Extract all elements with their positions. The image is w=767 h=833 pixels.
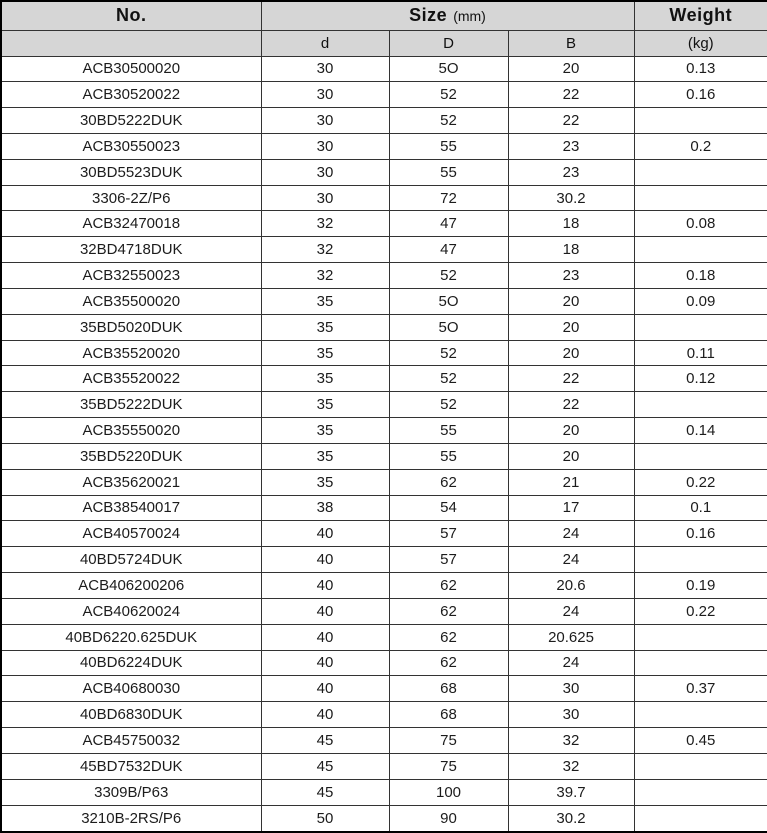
cell-d: 40: [261, 521, 389, 547]
subheader-kg: (kg): [634, 30, 767, 56]
cell-B: 24: [508, 547, 634, 573]
cell-d: 35: [261, 392, 389, 418]
cell-d: 45: [261, 728, 389, 754]
header-row-sub: [1, 30, 767, 56]
cell-d: 40: [261, 547, 389, 573]
cell-d: 35: [261, 469, 389, 495]
cell-part-no: 35BD5220DUK: [1, 443, 261, 469]
cell-weight: 0.11: [634, 340, 767, 366]
cell-D: 52: [389, 82, 508, 108]
cell-d: 30: [261, 108, 389, 134]
cell-d: 40: [261, 650, 389, 676]
table-body: [1, 56, 767, 832]
cell-D: 62: [389, 573, 508, 599]
table-row: [1, 108, 767, 134]
subheader-d: d: [261, 30, 389, 56]
cell-B: 30.2: [508, 185, 634, 211]
cell-part-no: ACB35520022: [1, 366, 261, 392]
cell-d: 32: [261, 263, 389, 289]
cell-B: 23: [508, 133, 634, 159]
cell-B: 23: [508, 263, 634, 289]
cell-weight: 0.09: [634, 288, 767, 314]
table-row: [1, 728, 767, 754]
cell-B: 20: [508, 314, 634, 340]
table-row: [1, 779, 767, 805]
table-row: [1, 237, 767, 263]
cell-B: 30.2: [508, 805, 634, 832]
cell-d: 32: [261, 237, 389, 263]
cell-weight: 0.13: [634, 56, 767, 82]
cell-weight: [634, 443, 767, 469]
cell-part-no: 3210B-2RS/P6: [1, 805, 261, 832]
cell-weight: 0.37: [634, 676, 767, 702]
cell-weight: 0.19: [634, 573, 767, 599]
cell-D: 52: [389, 366, 508, 392]
cell-weight: [634, 779, 767, 805]
cell-D: 72: [389, 185, 508, 211]
cell-D: 57: [389, 521, 508, 547]
table-row: [1, 573, 767, 599]
cell-weight: 0.08: [634, 211, 767, 237]
cell-weight: [634, 702, 767, 728]
table-row: [1, 650, 767, 676]
table-row: [1, 676, 767, 702]
cell-part-no: ACB40570024: [1, 521, 261, 547]
table-row: [1, 366, 767, 392]
table-row: [1, 805, 767, 832]
table-row: [1, 185, 767, 211]
cell-D: 62: [389, 624, 508, 650]
header-size: [261, 1, 634, 30]
table-row: [1, 314, 767, 340]
cell-B: 20: [508, 418, 634, 444]
table-row: [1, 521, 767, 547]
cell-D: 55: [389, 443, 508, 469]
cell-weight: [634, 805, 767, 832]
subheader-blank: [1, 30, 261, 56]
cell-part-no: ACB30500020: [1, 56, 261, 82]
cell-d: 45: [261, 779, 389, 805]
cell-B: 20: [508, 340, 634, 366]
cell-B: 20: [508, 443, 634, 469]
cell-part-no: ACB40620024: [1, 598, 261, 624]
cell-part-no: ACB30520022: [1, 82, 261, 108]
header-no: No.: [1, 1, 261, 30]
cell-d: 30: [261, 56, 389, 82]
cell-D: 100: [389, 779, 508, 805]
cell-B: 20.625: [508, 624, 634, 650]
cell-D: 75: [389, 728, 508, 754]
cell-D: 55: [389, 418, 508, 444]
table-row: [1, 443, 767, 469]
cell-part-no: ACB32470018: [1, 211, 261, 237]
cell-weight: [634, 314, 767, 340]
cell-weight: 0.22: [634, 598, 767, 624]
cell-D: 52: [389, 263, 508, 289]
cell-weight: 0.18: [634, 263, 767, 289]
table-row: [1, 159, 767, 185]
table-row: [1, 82, 767, 108]
cell-B: 20: [508, 56, 634, 82]
cell-d: 30: [261, 133, 389, 159]
table-row: [1, 288, 767, 314]
table-row: [1, 211, 767, 237]
cell-B: 22: [508, 108, 634, 134]
subheader-B: B: [508, 30, 634, 56]
cell-weight: [634, 185, 767, 211]
cell-d: 35: [261, 418, 389, 444]
cell-d: 35: [261, 340, 389, 366]
cell-d: 30: [261, 185, 389, 211]
table-row: [1, 418, 767, 444]
cell-D: 90: [389, 805, 508, 832]
cell-D: 57: [389, 547, 508, 573]
cell-part-no: ACB40680030: [1, 676, 261, 702]
table-row: [1, 56, 767, 82]
subheader-D: D: [389, 30, 508, 56]
cell-D: 68: [389, 702, 508, 728]
cell-D: 52: [389, 340, 508, 366]
cell-B: 22: [508, 82, 634, 108]
cell-D: 5O: [389, 314, 508, 340]
cell-part-no: ACB45750032: [1, 728, 261, 754]
header-weight: Weight: [634, 1, 767, 30]
cell-B: 18: [508, 237, 634, 263]
table-row: [1, 753, 767, 779]
cell-weight: 0.1: [634, 495, 767, 521]
table-row: [1, 495, 767, 521]
cell-weight: [634, 237, 767, 263]
cell-B: 20: [508, 288, 634, 314]
cell-part-no: 3309B/P63: [1, 779, 261, 805]
cell-D: 75: [389, 753, 508, 779]
cell-weight: [634, 624, 767, 650]
cell-D: 5O: [389, 56, 508, 82]
cell-part-no: 40BD6830DUK: [1, 702, 261, 728]
cell-weight: [634, 108, 767, 134]
cell-B: 30: [508, 676, 634, 702]
cell-d: 45: [261, 753, 389, 779]
cell-D: 47: [389, 237, 508, 263]
cell-D: 62: [389, 650, 508, 676]
table-row: [1, 263, 767, 289]
cell-D: 52: [389, 392, 508, 418]
cell-weight: 0.45: [634, 728, 767, 754]
cell-weight: 0.2: [634, 133, 767, 159]
cell-d: 40: [261, 598, 389, 624]
table-row: [1, 340, 767, 366]
table-row: [1, 392, 767, 418]
cell-d: 35: [261, 314, 389, 340]
table-row: [1, 469, 767, 495]
cell-D: 62: [389, 598, 508, 624]
cell-part-no: 40BD5724DUK: [1, 547, 261, 573]
header-row-main: [1, 1, 767, 30]
table-row: [1, 598, 767, 624]
cell-d: 35: [261, 443, 389, 469]
cell-weight: [634, 392, 767, 418]
cell-B: 22: [508, 366, 634, 392]
cell-part-no: ACB35620021: [1, 469, 261, 495]
cell-B: 17: [508, 495, 634, 521]
table-row: [1, 547, 767, 573]
table-row: [1, 133, 767, 159]
cell-weight: 0.22: [634, 469, 767, 495]
cell-B: 22: [508, 392, 634, 418]
table-row: [1, 702, 767, 728]
cell-D: 54: [389, 495, 508, 521]
cell-weight: [634, 650, 767, 676]
cell-D: 62: [389, 469, 508, 495]
cell-part-no: ACB30550023: [1, 133, 261, 159]
cell-weight: 0.16: [634, 82, 767, 108]
table-row: [1, 624, 767, 650]
cell-part-no: 3306-2Z/P6: [1, 185, 261, 211]
cell-D: 5O: [389, 288, 508, 314]
cell-part-no: ACB32550023: [1, 263, 261, 289]
cell-B: 23: [508, 159, 634, 185]
cell-part-no: 40BD6220.625DUK: [1, 624, 261, 650]
cell-weight: 0.16: [634, 521, 767, 547]
cell-weight: [634, 753, 767, 779]
cell-B: 39.7: [508, 779, 634, 805]
cell-weight: [634, 159, 767, 185]
cell-D: 52: [389, 108, 508, 134]
cell-D: 68: [389, 676, 508, 702]
cell-part-no: ACB406200206: [1, 573, 261, 599]
cell-d: 50: [261, 805, 389, 832]
cell-d: 35: [261, 288, 389, 314]
header-size-unit: (mm): [453, 8, 486, 25]
cell-D: 55: [389, 159, 508, 185]
cell-B: 20.6: [508, 573, 634, 599]
cell-d: 38: [261, 495, 389, 521]
cell-B: 30: [508, 702, 634, 728]
cell-d: 40: [261, 624, 389, 650]
cell-d: 40: [261, 702, 389, 728]
header-size-label: Size: [409, 5, 448, 26]
cell-D: 55: [389, 133, 508, 159]
cell-part-no: ACB35550020: [1, 418, 261, 444]
cell-D: 47: [389, 211, 508, 237]
cell-B: 24: [508, 521, 634, 547]
cell-d: 35: [261, 366, 389, 392]
cell-part-no: 45BD7532DUK: [1, 753, 261, 779]
cell-d: 40: [261, 676, 389, 702]
cell-part-no: 30BD5222DUK: [1, 108, 261, 134]
cell-part-no: 35BD5020DUK: [1, 314, 261, 340]
cell-d: 30: [261, 159, 389, 185]
cell-part-no: 30BD5523DUK: [1, 159, 261, 185]
cell-weight: 0.14: [634, 418, 767, 444]
cell-part-no: 40BD6224DUK: [1, 650, 261, 676]
cell-B: 18: [508, 211, 634, 237]
cell-d: 40: [261, 573, 389, 599]
cell-part-no: ACB38540017: [1, 495, 261, 521]
cell-B: 21: [508, 469, 634, 495]
cell-B: 24: [508, 598, 634, 624]
cell-part-no: 32BD4718DUK: [1, 237, 261, 263]
cell-part-no: 35BD5222DUK: [1, 392, 261, 418]
cell-B: 32: [508, 728, 634, 754]
cell-B: 24: [508, 650, 634, 676]
cell-weight: 0.12: [634, 366, 767, 392]
cell-d: 32: [261, 211, 389, 237]
cell-d: 30: [261, 82, 389, 108]
table-header: [1, 1, 767, 56]
cell-part-no: ACB35520020: [1, 340, 261, 366]
cell-part-no: ACB35500020: [1, 288, 261, 314]
cell-B: 32: [508, 753, 634, 779]
cell-weight: [634, 547, 767, 573]
